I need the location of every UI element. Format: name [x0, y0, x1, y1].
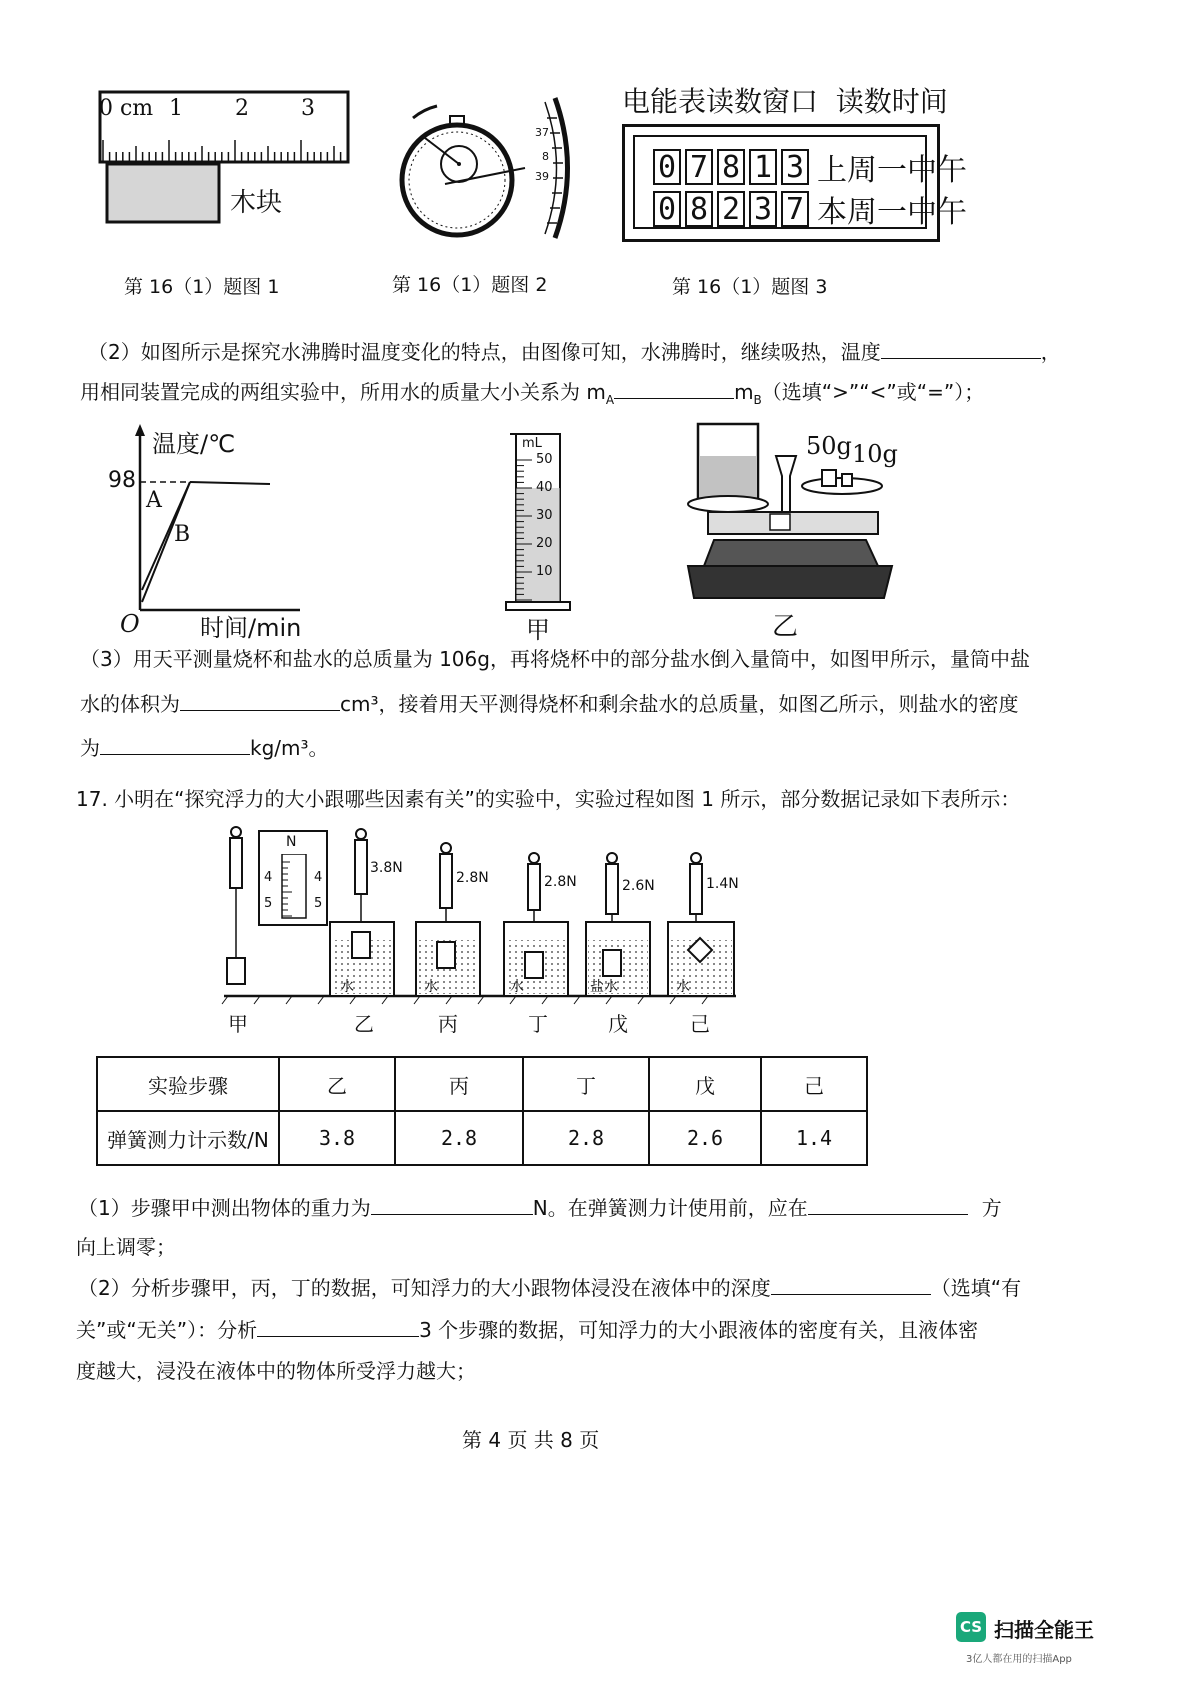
setup-label-jia: 甲: [228, 1012, 248, 1036]
q16-2-options: （选填“>”“<”或“=”）；: [761, 380, 985, 404]
q17-2-line1: [78, 1272, 1021, 1303]
q17-1-text: （1）步骤甲中测出物体的重力为: [78, 1196, 371, 1220]
q17-2-text: （2）分析步骤甲，丙，丁的数据，可知浮力的大小跟物体浸没在液体中的深度: [78, 1276, 771, 1300]
setup-label-ji: 己: [690, 1012, 710, 1036]
q16-3-line2: [80, 688, 1019, 719]
graph-y-value: 98: [108, 468, 136, 493]
table-cell: 3.8: [279, 1111, 395, 1165]
table-header-row: [97, 1057, 867, 1111]
graph-line-b-label: B: [174, 522, 191, 547]
watermark-name: 扫描全能王: [994, 1618, 1094, 1642]
weight-10g: 10g: [852, 440, 898, 468]
cylinder-tick-20: 20: [536, 536, 553, 551]
q17-1-direction-blank[interactable]: [808, 1192, 968, 1215]
cylinder-tick-40: 40: [536, 480, 553, 495]
meter-digit: 3: [781, 149, 809, 185]
stopwatch-drawing: [385, 88, 595, 248]
q16-2-line2: [80, 376, 984, 415]
meter-digits-this-week: [653, 191, 809, 227]
graduated-cylinder: [500, 426, 580, 644]
meter-digit: 2: [717, 191, 745, 227]
stopwatch-label-8: 8: [542, 150, 549, 163]
meter-digit: 0: [653, 149, 681, 185]
subscript-a: A: [605, 393, 615, 407]
q17-2-line2-text: 关”或“无关”）：分析: [76, 1318, 258, 1342]
cylinder-unit: mL: [522, 436, 542, 451]
ruler-label-2: 2: [235, 96, 249, 121]
table-cell: 2.8: [395, 1111, 523, 1165]
setup-label-ding: 丁: [528, 1012, 548, 1036]
table-cell: 弹簧测力计示数/N: [97, 1111, 279, 1165]
table-header-cell: 己: [761, 1057, 867, 1111]
meter-time-this-week: 本周一中午: [817, 195, 967, 230]
q17-1-line2: 向上调零；: [76, 1235, 176, 1259]
subscript-b: B: [753, 393, 762, 407]
scanner-watermark: [956, 1612, 1136, 1672]
table-header-cell: 丁: [523, 1057, 649, 1111]
meter-header: 电能表读数窗口 读数时间: [622, 85, 948, 118]
q17-2-options: （选填“有: [930, 1276, 1022, 1300]
q16-3-line3: [80, 732, 329, 763]
table-header-cell: 乙: [279, 1057, 395, 1111]
setup-label-yi: 乙: [354, 1012, 374, 1036]
meter-digit: 7: [685, 149, 713, 185]
q17-1-mid: N。在弹簧测力计使用前，应在: [532, 1196, 808, 1220]
buoyancy-setups: [220, 824, 740, 1034]
meter-digit: 0: [653, 191, 681, 227]
stopwatch-label-39: 39: [535, 170, 549, 183]
meter-row-this-week: [653, 187, 967, 231]
q16-2-line1-end: ，: [1040, 340, 1061, 364]
q17-1-weight-blank[interactable]: [371, 1192, 533, 1215]
meter-panel: [622, 124, 967, 242]
fig1-ruler-figure: [95, 88, 355, 238]
graph-xlabel: 时间/min: [200, 614, 302, 642]
watermark-tagline: 3亿人都在用的扫描App: [966, 1654, 1072, 1665]
setup-reading-ding: 2.8N: [544, 874, 577, 890]
meter-digit: 7: [781, 191, 809, 227]
cylinder-label: 甲: [526, 616, 550, 644]
meter-digit: 3: [749, 191, 777, 227]
meter-digits-last-week: [653, 149, 809, 185]
q17-2-depth-blank[interactable]: [771, 1272, 931, 1295]
balance-scale: [680, 416, 900, 642]
page-number: 第 4 页 共 8 页: [462, 1428, 600, 1452]
zoom-num-4-left: 4: [264, 870, 273, 885]
graph-line-a-label: A: [146, 488, 162, 513]
cylinder-tick-30: 30: [536, 508, 553, 523]
q17-2-steps-blank[interactable]: [257, 1314, 419, 1337]
zoom-num-5-right: 5: [314, 896, 323, 911]
watermark-logo: CS: [956, 1612, 986, 1642]
q16-2-line2-text: 用相同装置完成的两组实验中，所用水的质量大小关系为 m: [80, 380, 606, 404]
table-cell: 1.4: [761, 1111, 867, 1165]
q16-2-m: m: [734, 380, 754, 404]
q16-3-line2-text: 水的体积为: [80, 692, 180, 716]
setup-label-wu: 戊: [608, 1012, 628, 1036]
q16-3-line1: （3）用天平测量烧杯和盐水的总质量为 106g，再将烧杯中的部分盐水倒入量筒中，如图甲所示，量筒中盐: [80, 647, 1030, 671]
q16-3-volume-blank[interactable]: [180, 688, 340, 711]
graph-ylabel: 温度/℃: [152, 430, 236, 458]
q17-2-line3: 度越大，浸没在液体中的物体所受浮力越大；: [76, 1359, 476, 1383]
table-header-cell: 戊: [649, 1057, 761, 1111]
fig2-caption: 第 16（1）题图 2: [392, 274, 548, 296]
stopwatch-label-37: 37: [535, 126, 549, 139]
table-cell: 2.8: [523, 1111, 649, 1165]
setup-reading-bing: 2.8N: [456, 870, 489, 886]
table-header-cell: 实验步骤: [97, 1057, 279, 1111]
cylinder-tick-10: 10: [536, 564, 553, 579]
setup-liquid-yi: 水: [340, 979, 354, 995]
fig2-stopwatch-figure: [385, 88, 595, 248]
zoom-num-4-right: 4: [314, 870, 323, 885]
meter-digit: 8: [685, 191, 713, 227]
table-row: [97, 1111, 867, 1165]
table-header-cell: 丙: [395, 1057, 523, 1111]
q16-3-unit: kg/m³。: [250, 736, 329, 760]
ruler-label-3: 3: [301, 96, 315, 121]
q17-1-line1: [78, 1192, 1002, 1223]
table-cell: 2.6: [649, 1111, 761, 1165]
q17-2-line2-rest: 3 个步骤的数据，可知浮力的大小跟液体的密度有关，且液体密: [419, 1318, 979, 1342]
weight-50g: 50g: [806, 432, 852, 460]
zoom-unit: N: [286, 834, 297, 850]
data-table: [96, 1056, 868, 1166]
cylinder-tick-50: 50: [536, 452, 553, 467]
q16-3-line3-text: 为: [80, 736, 100, 760]
setup-reading-yi: 3.8N: [370, 860, 403, 876]
fig3-caption: 第 16（1）题图 3: [672, 276, 828, 298]
q16-3-line2-rest: cm³，接着用天平测得烧杯和剩余盐水的总质量，如图乙所示，则盐水的密度: [340, 692, 1019, 716]
setups-drawing: [220, 824, 740, 1034]
q16-2-line1-text: （2）如图所示是探究水沸腾时温度变化的特点，由图像可知，水沸腾时，继续吸热，温度: [88, 340, 881, 364]
q17-intro: 17. 小明在“探究浮力的大小跟哪些因素有关”的实验中，实验过程如图 1 所示，部分数据记录如下表所示：: [76, 787, 1021, 811]
q16-3-density-blank[interactable]: [100, 732, 250, 755]
meter-time-last-week: 上周一中午: [817, 153, 967, 188]
q17-1-end: 方: [981, 1196, 1002, 1220]
meter-digit: 8: [717, 149, 745, 185]
setup-liquid-ji: 水: [676, 979, 690, 995]
setup-liquid-ding: 水: [510, 979, 524, 995]
meter-row-last-week: [653, 145, 967, 189]
setup-label-bing: 丙: [438, 1012, 458, 1036]
setup-liquid-wu: 盐水: [590, 979, 618, 995]
q16-2-line1: [88, 336, 1061, 367]
q17-2-line2: [76, 1314, 978, 1345]
setup-reading-wu: 2.6N: [622, 878, 655, 894]
ruler-label-0: 0 cm: [99, 96, 154, 121]
setup-liquid-bing: 水: [424, 979, 438, 995]
temperature-graph: [100, 420, 310, 640]
q16-2-answer-blank-2[interactable]: [614, 376, 734, 399]
fig1-caption: 第 16（1）题图 1: [124, 276, 280, 298]
graph-origin: O: [120, 610, 140, 638]
setup-reading-ji: 1.4N: [706, 876, 739, 892]
block-label: 木块: [230, 188, 283, 218]
q16-2-answer-blank-1[interactable]: [881, 336, 1041, 359]
zoom-num-5-left: 5: [264, 896, 273, 911]
meter-digit: 1: [749, 149, 777, 185]
balance-label: 乙: [772, 612, 799, 642]
ruler-label-1: 1: [169, 96, 183, 121]
